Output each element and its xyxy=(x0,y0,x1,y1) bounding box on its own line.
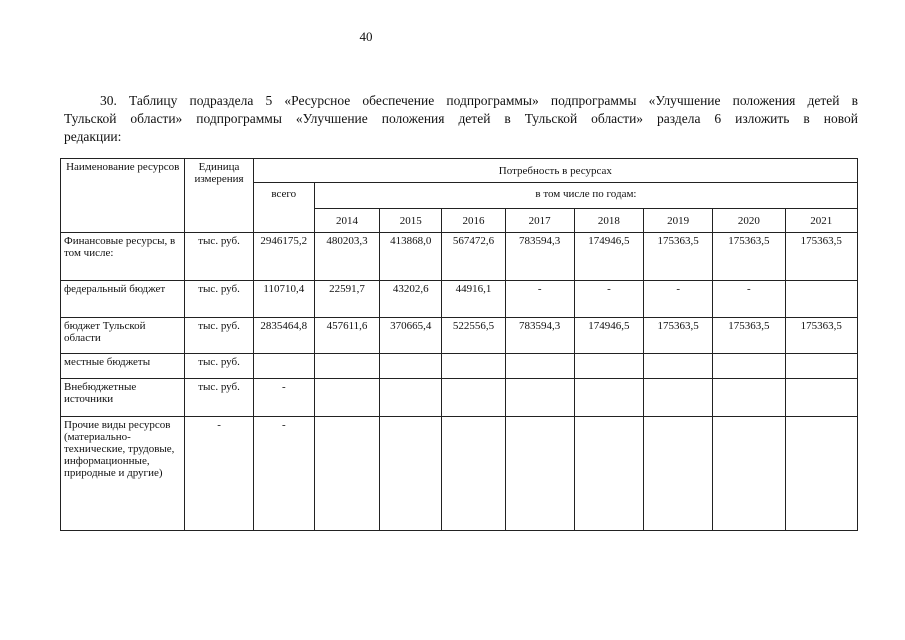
row-value: 174946,5 xyxy=(574,233,643,281)
row-total: 2835464,8 xyxy=(253,318,314,354)
row-value xyxy=(644,379,713,417)
row-name: местные бюджеты xyxy=(61,354,185,379)
row-value: 175363,5 xyxy=(785,233,857,281)
row-name: Внебюджетные источники xyxy=(61,379,185,417)
header-year: 2015 xyxy=(380,209,442,233)
header-by-years: в том числе по годам: xyxy=(314,183,857,209)
resource-table xyxy=(60,158,858,531)
row-value xyxy=(644,417,713,531)
row-value: 783594,3 xyxy=(505,233,574,281)
row-unit: тыс. руб. xyxy=(185,318,253,354)
row-value xyxy=(713,354,785,379)
row-value: - xyxy=(505,281,574,318)
row-value xyxy=(785,354,857,379)
row-value xyxy=(505,417,574,531)
header-year: 2020 xyxy=(713,209,785,233)
row-name: бюджет Тульской области xyxy=(61,318,185,354)
row-unit: тыс. руб. xyxy=(185,354,253,379)
table-row xyxy=(61,318,858,354)
table-row xyxy=(61,233,858,281)
header-total: всего xyxy=(253,183,314,233)
row-value xyxy=(505,379,574,417)
row-unit: - xyxy=(185,417,253,531)
row-value xyxy=(574,379,643,417)
row-value: 522556,5 xyxy=(442,318,505,354)
row-total xyxy=(253,354,314,379)
row-total: - xyxy=(253,417,314,531)
header-year: 2019 xyxy=(644,209,713,233)
amendment-paragraph xyxy=(64,92,858,146)
row-value: - xyxy=(644,281,713,318)
row-value xyxy=(713,417,785,531)
header-need: Потребность в ресурсах xyxy=(253,159,857,183)
row-value: 175363,5 xyxy=(785,318,857,354)
table-row xyxy=(61,354,858,379)
row-value xyxy=(380,379,442,417)
row-value xyxy=(785,281,857,318)
header-row-1 xyxy=(61,159,858,183)
table-row xyxy=(61,379,858,417)
row-value: 370665,4 xyxy=(380,318,442,354)
row-value: 480203,3 xyxy=(314,233,379,281)
header-year: 2014 xyxy=(314,209,379,233)
row-value: 175363,5 xyxy=(644,233,713,281)
header-year: 2016 xyxy=(442,209,505,233)
row-unit: тыс. руб. xyxy=(185,281,253,318)
row-value xyxy=(574,354,643,379)
row-value: 175363,5 xyxy=(713,233,785,281)
row-value: 567472,6 xyxy=(442,233,505,281)
row-value: 44916,1 xyxy=(442,281,505,318)
row-value: 413868,0 xyxy=(380,233,442,281)
paragraph-line-1: 30. Таблицу подраздела 5 «Ресурсное обеспечение подпрограммы» подпрограммы «Улучшение положения детей в xyxy=(100,93,858,108)
row-value xyxy=(713,379,785,417)
row-total: 110710,4 xyxy=(253,281,314,318)
row-total: - xyxy=(253,379,314,417)
row-name: Финансовые ресурсы, в том числе: xyxy=(61,233,185,281)
page-number: 40 xyxy=(359,29,373,44)
header-year: 2017 xyxy=(505,209,574,233)
row-name: Прочие виды ресурсов (материально-технические, трудовые, информационные, природные и другие) xyxy=(61,417,185,531)
row-value: - xyxy=(574,281,643,318)
row-value: 43202,6 xyxy=(380,281,442,318)
row-name: федеральный бюджет xyxy=(61,281,185,318)
row-value xyxy=(505,354,574,379)
row-value xyxy=(442,354,505,379)
row-value: - xyxy=(713,281,785,318)
row-value xyxy=(644,354,713,379)
row-value: 175363,5 xyxy=(713,318,785,354)
row-total: 2946175,2 xyxy=(253,233,314,281)
table-row xyxy=(61,281,858,318)
row-value xyxy=(314,417,379,531)
header-year: 2021 xyxy=(785,209,857,233)
row-value: 174946,5 xyxy=(574,318,643,354)
row-value xyxy=(442,379,505,417)
row-value xyxy=(785,379,857,417)
row-value xyxy=(785,417,857,531)
header-unit: Единица измерения xyxy=(185,159,253,233)
row-value: 22591,7 xyxy=(314,281,379,318)
paragraph-line-3: редакции: xyxy=(64,129,122,144)
row-value: 175363,5 xyxy=(644,318,713,354)
header-year: 2018 xyxy=(574,209,643,233)
table-row xyxy=(61,417,858,531)
row-value xyxy=(380,417,442,531)
row-value xyxy=(442,417,505,531)
row-value xyxy=(314,379,379,417)
row-value: 783594,3 xyxy=(505,318,574,354)
header-resource-name: Наименование ресурсов xyxy=(61,159,185,233)
row-value xyxy=(314,354,379,379)
row-unit: тыс. руб. xyxy=(185,379,253,417)
row-value xyxy=(380,354,442,379)
row-unit: тыс. руб. xyxy=(185,233,253,281)
paragraph-line-2: Тульской области» подпрограммы «Улучшение положения детей в Тульской области» раздела 6 изложить в новой xyxy=(64,111,858,126)
row-value: 457611,6 xyxy=(314,318,379,354)
row-value xyxy=(574,417,643,531)
